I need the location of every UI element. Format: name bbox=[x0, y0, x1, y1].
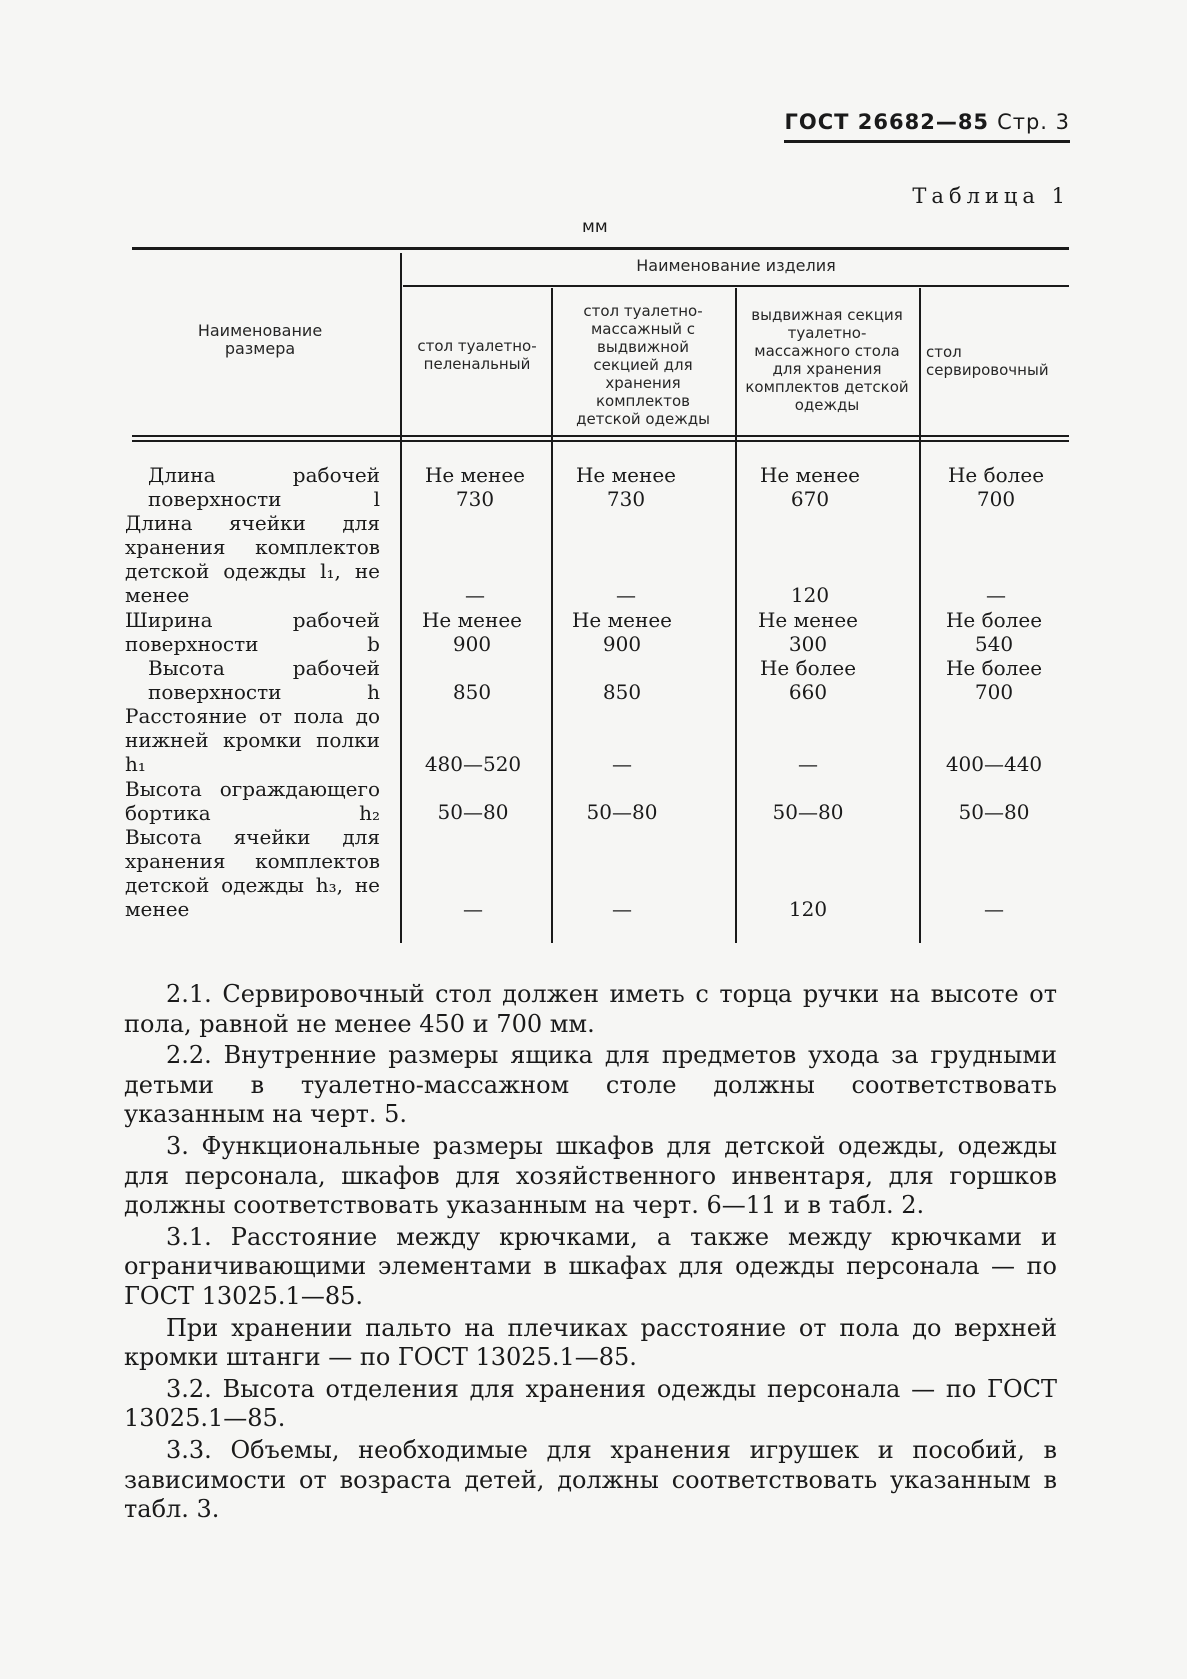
table-cell: 120 bbox=[788, 897, 828, 921]
row-header: Наименование размера bbox=[197, 321, 323, 358]
table-cell: Не менее 670 bbox=[759, 463, 861, 511]
table-cell: Не менее 300 bbox=[757, 608, 859, 656]
table-cell: 400—440 bbox=[945, 752, 1043, 776]
table-cell: — bbox=[616, 583, 636, 607]
table-cell: — bbox=[612, 752, 632, 776]
column-divider bbox=[919, 288, 921, 943]
table-cell: 50—80 bbox=[437, 800, 509, 824]
row-label: Длина рабочей поверхности l bbox=[148, 463, 380, 511]
table-cell: 50—80 bbox=[958, 800, 1030, 824]
table-cell: 480—520 bbox=[424, 752, 522, 776]
row-label: Высота ограждающего бортика h₂ bbox=[125, 777, 380, 825]
table-caption: Таблица 1 bbox=[912, 184, 1070, 208]
column-group-header: Наименование изделия bbox=[636, 256, 836, 275]
document-header bbox=[784, 110, 1070, 143]
paragraph: 3. Функциональные размеры шкафов для детской одежды, одежды для персонала, шкафов для хозяйственного инвентаря, для горшков должны соответствовать указанным на черт. 6—11 и в табл. 2. bbox=[124, 1131, 1057, 1220]
table-top-rule bbox=[132, 247, 1069, 250]
table-cell: Не более 700 bbox=[945, 656, 1043, 704]
paragraph: 2.2. Внутренние размеры ящика для предметов ухода за грудными детьми в туалетно-массажном столе должны соответствовать указанным на черт. 5. bbox=[124, 1041, 1057, 1129]
header-bottom-rule-2 bbox=[132, 440, 1069, 442]
header-bottom-rule bbox=[132, 435, 1069, 437]
table-cell: — bbox=[463, 897, 483, 921]
paragraph: 3.3. Объемы, необходимые для хранения игрушек и пособий, в зависимости от возраста детей, должны соответствовать указанным в табл. 3. bbox=[124, 1435, 1057, 1524]
column-divider bbox=[400, 253, 402, 943]
column-header-1: стол туалетно-пеленальный bbox=[417, 337, 537, 373]
table-cell: Не более 540 bbox=[945, 608, 1043, 656]
table-cell: Не менее 730 bbox=[424, 463, 526, 511]
table-cell: 850 bbox=[452, 680, 492, 704]
table-cell: 850 bbox=[602, 680, 642, 704]
table-cell: 50—80 bbox=[772, 800, 844, 824]
column-header-4: стол сервировочный bbox=[926, 343, 1049, 379]
table-cell: Не менее 730 bbox=[575, 463, 677, 511]
table-cell: 120 bbox=[790, 583, 830, 607]
table-cell: — bbox=[612, 897, 632, 921]
table-cell: 50—80 bbox=[586, 800, 658, 824]
column-header-2: стол туалетно-массажный с выдвижной секцией для хранения комплектов детской одежды bbox=[576, 302, 710, 428]
table-cell: — bbox=[465, 583, 485, 607]
table-unit: мм bbox=[582, 217, 608, 237]
column-divider bbox=[735, 288, 737, 943]
table-cell: Не менее 900 bbox=[571, 608, 673, 656]
row-label: Ширина рабочей поверхности b bbox=[125, 608, 380, 656]
body-text bbox=[124, 980, 1057, 1525]
paragraph: При хранении пальто на плечиках расстояние от пола до верхней кромки штанги — по ГОСТ 13025.1—85. bbox=[124, 1313, 1057, 1372]
row-label: Длина ячейки для хранения комплектов детской одежды l₁, не менее bbox=[125, 511, 380, 607]
row-label: Расстояние от пола до нижней кромки полки h₁ bbox=[125, 704, 380, 776]
table-cell: Не менее 900 bbox=[421, 608, 523, 656]
group-header-rule bbox=[403, 285, 1069, 287]
row-label: Высота рабочей поверхности h bbox=[148, 656, 380, 704]
table-cell: — bbox=[984, 897, 1004, 921]
paragraph: 2.1. Сервировочный стол должен иметь с торца ручки на высоте от пола, равной не менее 450 и 700 мм. bbox=[124, 980, 1057, 1038]
table-cell: — bbox=[798, 752, 818, 776]
paragraph: 3.2. Высота отделения для хранения одежды персонала — по ГОСТ 13025.1—85. bbox=[124, 1374, 1057, 1433]
row-label: Высота ячейки для хранения комплектов детской одежды h₃, не менее bbox=[125, 825, 380, 921]
paragraph: 3.1. Расстояние между крючками, а также между крючками и ограничивающими элементами в шкафах для одежды персонала — по ГОСТ 13025.1—85. bbox=[124, 1222, 1057, 1310]
column-header-3: выдвижная секция туалетно-массажного стола для хранения комплектов детской одежды bbox=[745, 306, 909, 414]
page-number: Стр. 3 bbox=[997, 110, 1070, 134]
table-cell: Не более 700 bbox=[947, 463, 1045, 511]
table-cell: — bbox=[986, 583, 1006, 607]
standard-number: ГОСТ 26682—85 bbox=[784, 110, 990, 134]
table-cell: Не более 660 bbox=[759, 656, 857, 704]
